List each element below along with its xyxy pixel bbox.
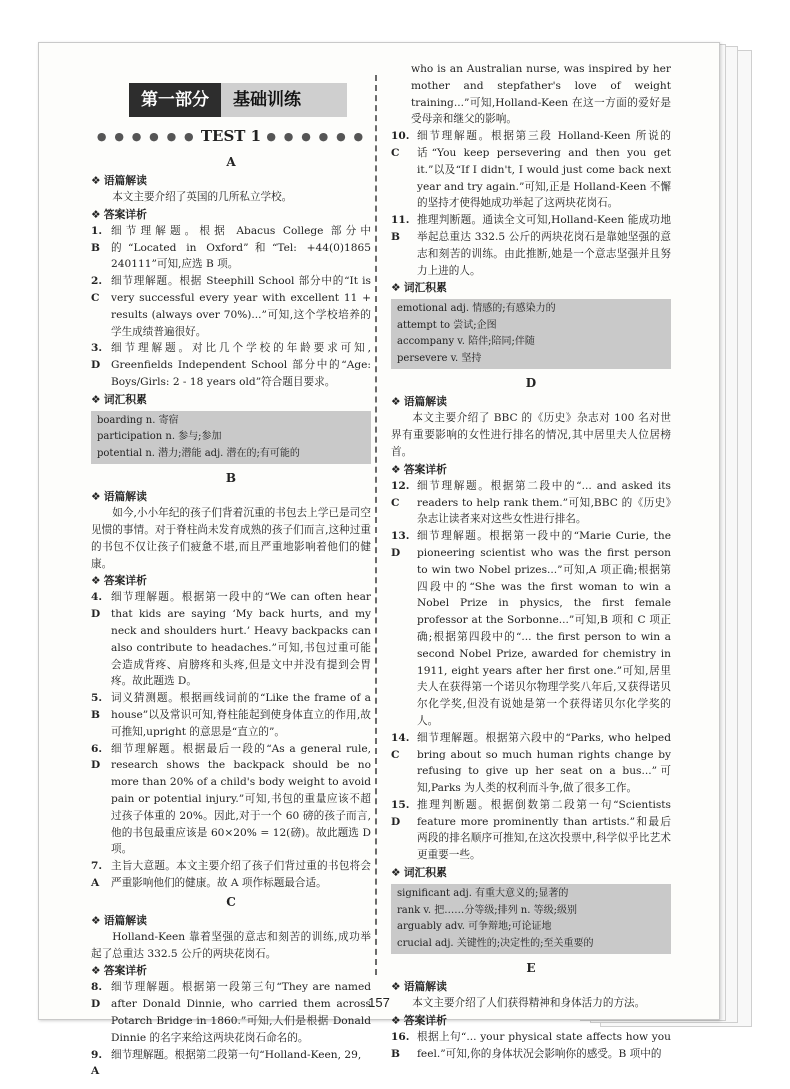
section-c-letter: C <box>226 894 236 909</box>
answer-item: 14. C 细节理解题。根据第六段中的“Parks, who helped bring about so much human rights change by refusing to give up her seat on a bus...”可知,Parks 为人类的权利而斗争,做了很多工作。 <box>391 731 671 795</box>
answer-item: 11. B 推理判断题。通读全文可知,Holland-Keen 能成功地举起总重达 332.5 公斤的两块花岗石是靠她坚强的意志和刻苦的训练。由此推断,她是一个意志坚强并且努力上进的人。 <box>391 214 671 277</box>
reading-label: ❖ 语篇解读 <box>91 172 371 189</box>
answer-item: 12. C 细节理解题。根据第二段中的“... and asked its readers to help rank them.”可知,BBC 的《历史》杂志让读者来对这些女性进行排名。 <box>391 479 671 526</box>
answer-item: 16. B 根据上句“... your physical state affects how you feel.”可知,你的身体状况会影响你的感受。B 项中的 <box>391 1030 671 1060</box>
answer-item: 2. C 细节理解题。根据 Steephill School 部分中的“It is very successful every year with excellent 11 + results (always over 70%)...”可知,这个学校培养的学生成绩普遍很好。 <box>91 275 371 338</box>
summary-e: 本文主要介绍了人们获得精神和身体活力的方法。 <box>412 997 646 1010</box>
reading-label: ❖ 语篇解读 <box>391 978 671 995</box>
vocab-box <box>91 411 371 465</box>
answer-item: 6. D 细节理解题。根据最后一段的“As a general rule, research shows the backpack should be no more than 20% of a child's body weight to avoid pain or potential injury.”可知,书包的重量应该不超过孩子体重的 20%。因此,对于一个 60 磅的孩子而言,他的书包最重应该是 60×20% = 12(磅)。故此题选 D 项。 <box>91 742 371 856</box>
right-column <box>391 61 671 1062</box>
summary-a: 本文主要介绍了英国的几所私立学校。 <box>112 191 293 203</box>
vocab-entry: arguably adv. 可争辩地;可论证地 <box>397 921 552 933</box>
section-b-letter: B <box>225 471 237 486</box>
reading-label: ❖ 语篇解读 <box>91 488 371 505</box>
vocab-entry: crucial adj. 关键性的;决定性的;至关重要的 <box>397 937 594 949</box>
vocab-entry: accompany v. 陪伴;陪同;伴随 <box>397 336 535 348</box>
answer-item: 4. D 细节理解题。根据第一段中的“We can often hear that kids are saying ‘My back hurts, and my neck and shoulders hurt.’ Heavy backpacks can also contribute to headaches.”可知,书包过重可能会造成背疼、肩膀疼和头疼,但是文中并没有提到会胃疼。故此题选 D。 <box>91 591 371 688</box>
answer-item: 9. A 细节理解题。根据第二段第一句“Holland-Keen, 29, <box>91 1048 362 1078</box>
reading-label: ❖ 语篇解读 <box>91 912 371 929</box>
summary-d: 本文主要介绍了 BBC 的《历史》杂志对 100 名对世界有重要影响的女性进行排名的情况,其中居里夫人位居榜首。 <box>391 412 671 458</box>
section-d-letter: D <box>525 376 537 391</box>
vocab-label: ❖ 词汇积累 <box>91 391 371 408</box>
answer-item: 15. D 推理判断题。根据倒数第二段第一句“Scientists feature more prominently than artists.”和最后两段的排名顺序可推知,在这次投票中,科学似乎比艺术更重要一些。 <box>391 798 671 862</box>
banner-part: 第一部分 <box>129 83 221 117</box>
vocab-entry: potential n. 潜力;潜能 adj. 潜在的;有可能的 <box>97 447 300 459</box>
vocab-entry: participation n. 参与;参加 <box>97 431 222 443</box>
section-a-letter: A <box>226 155 236 169</box>
vocab-entry: persevere v. 坚持 <box>397 352 482 364</box>
vocab-entry: significant adj. 有重大意义的;显著的 <box>397 888 569 900</box>
section-e-letter: E <box>526 961 536 976</box>
continued-text: who is an Australian nurse, was inspired by her mother and stepfather's love of weight training...”可知,Holland-Keen 在这一方面的爱好是受母亲和继父的影响。 <box>411 63 671 126</box>
summary-b: 如今,小小年纪的孩子们背着沉重的书包去上学已是司空见惯的事情。对于脊柱尚未发育成熟的孩子们而言,这种过重的书包不仅让孩子们疲惫不堪,而且严重地影响着他们的健康。 <box>91 507 371 570</box>
vocab-label: ❖ 词汇积累 <box>391 279 671 296</box>
vocab-entry: rank v. 把……分等级;排列 n. 等级;级别 <box>397 904 577 916</box>
vocab-entry: boarding n. 寄宿 <box>97 414 179 426</box>
summary-c: Holland-Keen 靠着坚强的意志和刻苦的训练,成功举起了总重达 332.5 公斤的两块花岗石。 <box>91 930 371 960</box>
answer-item: 5. B 词义猜测题。根据画线词前的“Like the frame of a house”以及常识可知,脊柱能起到使身体直立的作用,故可推知,upright 的意思是“直立的”。 <box>91 692 371 738</box>
answer-label: ❖ 答案详析 <box>91 962 371 979</box>
answer-item: 7. A 主旨大意题。本文主要介绍了孩子们背过重的书包将会严重影响他们的健康。故 A 项作标题最合适。 <box>91 860 371 889</box>
answer-label: ❖ 答案详析 <box>91 572 371 589</box>
answer-item: 3. D 细节理解题。对比几个学校的年龄要求可知, Greenfields Independent School 部分中的“Age: Boys/Girls: 2 - 18 years old”符合题目要求。 <box>91 342 371 388</box>
section-banner <box>129 83 347 117</box>
answer-item: 13. D 细节理解题。根据第一段中的“Marie Curie, the pioneering scientist who was the first person to win two Nobel prizes...”可知,A 项正确;根据第四段中的“She was the first woman to win a Nobel Prize in physics, the first female professor at the Sorbonne...”可知,B 项和 C 项正确;根据第四段中的“... the first person to win a second Nobel Prize, awarded for chemistry in 1911, eight years after her first one.”可知,居里夫人在获得第一个诺贝尔物理学奖八年后,又获得诺贝尔化学奖,但没有说她是第一个获得诺贝尔化学奖的人。 <box>391 530 671 727</box>
left-column <box>91 83 371 1080</box>
test-title: ● ● ● ● ● ● TEST 1 ● ● ● ● ● ● <box>96 127 366 145</box>
page-number: 157 <box>368 995 390 1010</box>
answer-item: 8. D 细节理解题。根据第一段第三句“They are named after Donald Dinnie, who carried them across Potarch Bridge in 1860.”可知,人们是根据 Donald Dinnie 的名字来给这两块花岗石命名的。 <box>91 981 371 1044</box>
test-title-text: TEST 1 <box>200 127 262 145</box>
banner-title: 基础训练 <box>221 83 347 117</box>
answer-label: ❖ 答案详析 <box>391 461 671 478</box>
vocab-box <box>391 884 671 954</box>
vocab-box <box>391 299 671 369</box>
reading-label: ❖ 语篇解读 <box>391 393 671 410</box>
book-page <box>38 42 720 1078</box>
vocab-entry: emotional adj. 情感的;有感染力的 <box>397 303 556 315</box>
answer-label: ❖ 答案详析 <box>91 206 371 223</box>
column-divider <box>375 75 377 975</box>
vocab-label: ❖ 词汇积累 <box>391 864 671 881</box>
vocab-entry: attempt to 尝试;企图 <box>397 319 497 331</box>
answer-item: 10. C 细节理解题。根据第三段 Holland-Keen 所说的话“You keep persevering and then you get it.”以及“If I didn't, I would just come back next year and try again.”可知,正是 Holland-Keen 不懈的坚持才使得她成功举起了这两块花岗石。 <box>391 130 671 210</box>
answer-item: 1. B 细节理解题。根据 Abacus College 部分中的“Located in Oxford”和“Tel: +44(0)1865 240111”可知,应选 B 项。 <box>91 224 371 271</box>
answer-label: ❖ 答案详析 <box>391 1012 671 1029</box>
